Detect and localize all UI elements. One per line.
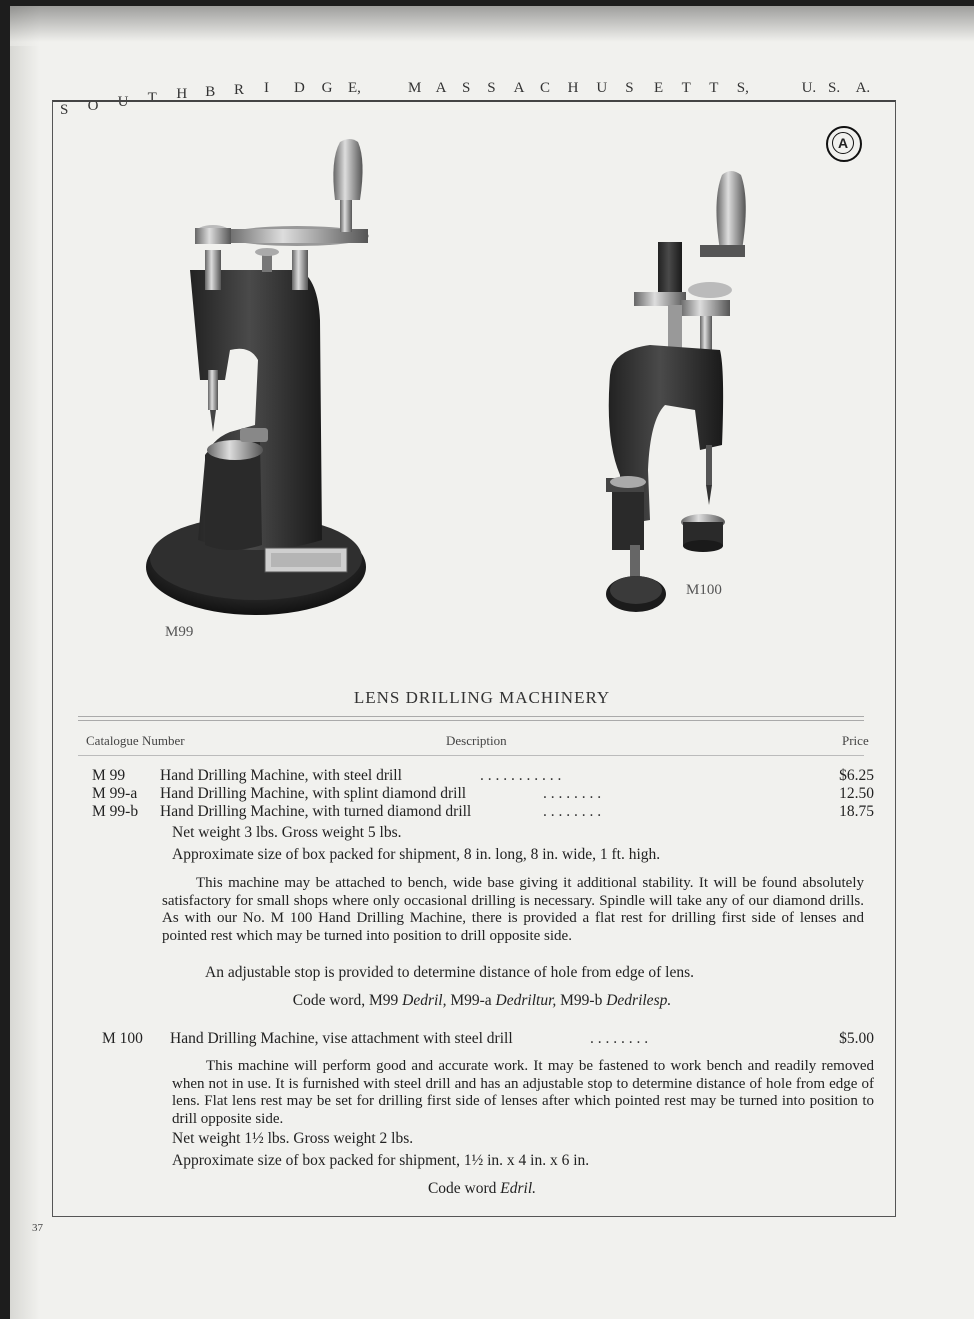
code-prefix: Code word — [427, 1180, 501, 1197]
row-leader-dots: . . . . . . . . — [590, 1030, 649, 1047]
row-price: $6.25 — [839, 767, 874, 784]
header-letter: U. — [801, 80, 817, 96]
header-letter: O — [87, 98, 99, 114]
m99-box-size-line: Approximate size of box packed for shipment, 8 in. long, 8 in. wide, 1 ft. high. — [172, 846, 661, 863]
section-title: LENS DRILLING MACHINERY — [353, 688, 611, 707]
table-header-rule — [78, 755, 864, 756]
m99-paragraph-text: This machine may be attached to bench, wide base giving it additional stability. It will be found absolutely satisfactory for small shops where only occasional drilling is necessary. Spindle will take any of our diamond drills. As with our No. M 100 Hand Drilling Machine, there is provided a flat rest for drilling first side of lenses and pointed rest which may be turned into position to drill opposite side. — [162, 875, 864, 944]
header-letter: C — [540, 80, 551, 96]
header-letter: S — [625, 80, 634, 96]
row-leader-dots: . . . . . . . . . . . — [480, 767, 562, 784]
header-letter: E — [654, 80, 664, 96]
header-catalogue-number: Catalogue Number — [86, 733, 185, 748]
header-letter: G — [321, 80, 333, 96]
code-mid-1: M99-a — [446, 992, 496, 1009]
code-word-m99: Dedril, — [402, 992, 447, 1009]
row-price: 12.50 — [839, 785, 874, 802]
m99-weight-line: Net weight 3 lbs. Gross weight 5 lbs. — [172, 824, 402, 841]
table-row-m100 — [0, 1030, 974, 1048]
header-letter: I — [264, 80, 269, 96]
table-row — [0, 767, 974, 785]
header-letter: M — [408, 80, 422, 96]
row-description: Hand Drilling Machine, with steel drill — [160, 767, 402, 784]
m100-paragraph-text: This machine will perform good and accurate work. It may be fastened to work bench and readily removed when not in use. It is furnished with steel drill and has an adjustable stop to determine distance of hole from edge of lens. Flat lens rest may be set for drilling first side of lenses after which pointed rest may be turned into position to drill opposite side. — [172, 1058, 874, 1127]
header-letter: S — [462, 80, 471, 96]
row-leader-dots: . . . . . . . . — [543, 803, 602, 820]
code-prefix: Code word, M99 — [292, 992, 403, 1009]
header-price: Price — [842, 733, 869, 748]
m99-caption: M99 — [165, 624, 194, 640]
header-letter: U — [596, 80, 608, 96]
row-catalogue-number: M 99 — [92, 767, 126, 784]
header-letter: D — [294, 80, 305, 96]
m100-description-paragraph — [172, 1058, 874, 1128]
header-letter: R — [234, 82, 245, 98]
header-letter: S, — [736, 80, 749, 96]
m99-stop-note: An adjustable stop is provided to determine distance of hole from edge of lens. — [205, 964, 694, 981]
row-description: Hand Drilling Machine, with splint diamond drill — [160, 785, 467, 802]
header-letter: S. — [828, 80, 841, 96]
page-number: 37 — [32, 1222, 43, 1234]
m100-code-word — [0, 1180, 964, 1198]
header-letter: E, — [348, 80, 361, 96]
header-letter: A. — [855, 80, 871, 96]
header-letter: S — [487, 80, 496, 96]
header-letter: A — [435, 80, 447, 96]
row-catalogue-number: M 100 — [102, 1030, 143, 1047]
table-row — [0, 785, 974, 803]
m99-code-words — [0, 992, 964, 1010]
header-letter: A — [513, 80, 525, 96]
row-description: Hand Drilling Machine, with turned diamond drill — [160, 803, 472, 820]
row-price: 18.75 — [839, 803, 874, 820]
row-price: $5.00 — [839, 1030, 874, 1047]
row-catalogue-number: M 99-a — [92, 785, 138, 802]
header-letter: T — [681, 80, 691, 96]
row-description: Hand Drilling Machine, vise attachment with steel drill — [170, 1030, 513, 1047]
code-word-m99b: Dedrilesp. — [606, 992, 672, 1009]
header-letter: B — [205, 84, 216, 100]
row-leader-dots: . . . . . . . . — [543, 785, 602, 802]
header-letter: H — [567, 80, 579, 96]
header-letter: S — [60, 102, 69, 118]
header-description: Description — [446, 733, 507, 748]
code-word-m99a: Dedriltur, — [495, 992, 557, 1009]
brand-badge-letter: A — [832, 132, 854, 154]
m100-caption: M100 — [686, 582, 722, 598]
m100-box-size-line: Approximate size of box packed for shipment, 1½ in. x 4 in. x 6 in. — [172, 1152, 590, 1169]
header-letter: U — [117, 94, 129, 110]
header-letter: H — [176, 86, 188, 102]
table-row — [0, 803, 974, 821]
header-letter: T — [709, 80, 719, 96]
code-word-m100: Edril. — [500, 1180, 537, 1197]
header-letter: T — [147, 90, 157, 106]
code-mid-2: M99-b — [556, 992, 607, 1009]
m99-description-paragraph — [162, 875, 864, 945]
table-top-rule — [78, 716, 864, 721]
m100-weight-line: Net weight 1½ lbs. Gross weight 2 lbs. — [172, 1130, 414, 1147]
row-catalogue-number: M 99-b — [92, 803, 139, 820]
